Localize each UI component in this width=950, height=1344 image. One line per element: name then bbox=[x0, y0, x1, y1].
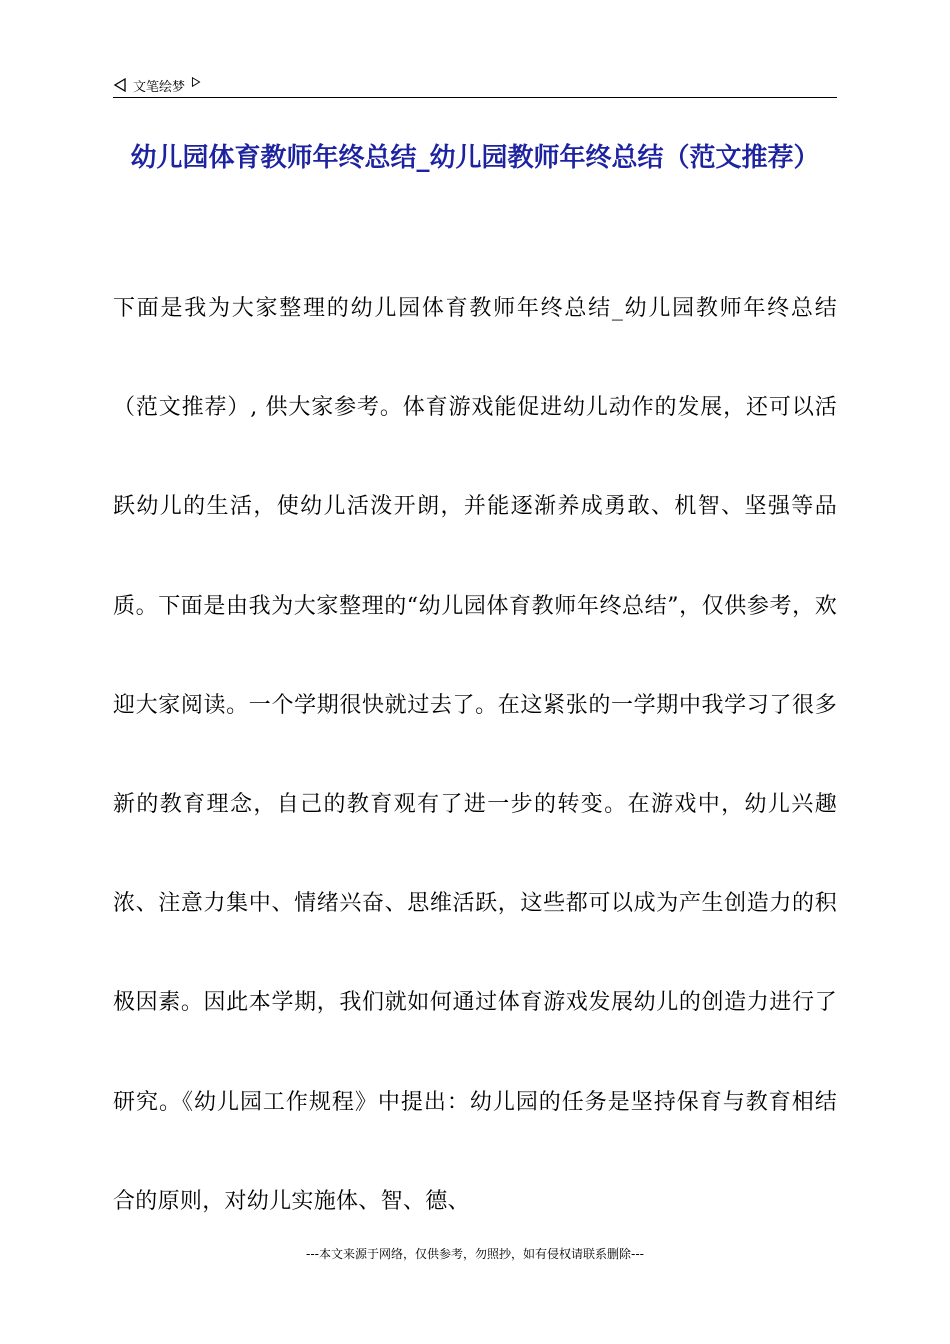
header-brand: 文笔绘梦 bbox=[133, 79, 186, 95]
header-divider bbox=[113, 97, 837, 98]
triangle-right-icon bbox=[191, 77, 201, 87]
triangle-left-icon bbox=[113, 78, 127, 92]
page-header bbox=[113, 74, 837, 96]
document-title: 幼儿园体育教师年终总结_幼儿园教师年终总结（范文推荐） bbox=[130, 143, 820, 173]
page-footer: ---本文来源于网络，仅供参考，勿照抄，如有侵权请联系删除--- bbox=[306, 1247, 644, 1261]
body-paragraph: 下面是我为大家整理的幼儿园体育教师年终总结_幼儿园教师年终总结（范文推荐）, 供大家参考。体育游戏能促进幼儿动作的发展，还可以活跃幼儿的生活，使幼儿活泼开朗，并能逐渐养成勇敢、机智、坚强等品质。下面是由我为大家整理的“幼儿园体育教师年终总结”，仅供参考，欢迎大家阅读。一个学期很快就过去了。在这紧张的一学期中我学习了很多新的教育理念，自己的教育观有了进一步的转变。在游戏中，幼儿兴趣浓、注意力集中、情绪兴奋、思维活跃，这些都可以成为产生创造力的积极因素。因此本学期，我们就如何通过体育游戏发展幼儿的创造力进行了研究。《幼儿园工作规程》中提出：幼儿园的任务是坚持保育与教育相结合的原则，对幼儿实施体、智、德、 bbox=[113, 296, 837, 1214]
